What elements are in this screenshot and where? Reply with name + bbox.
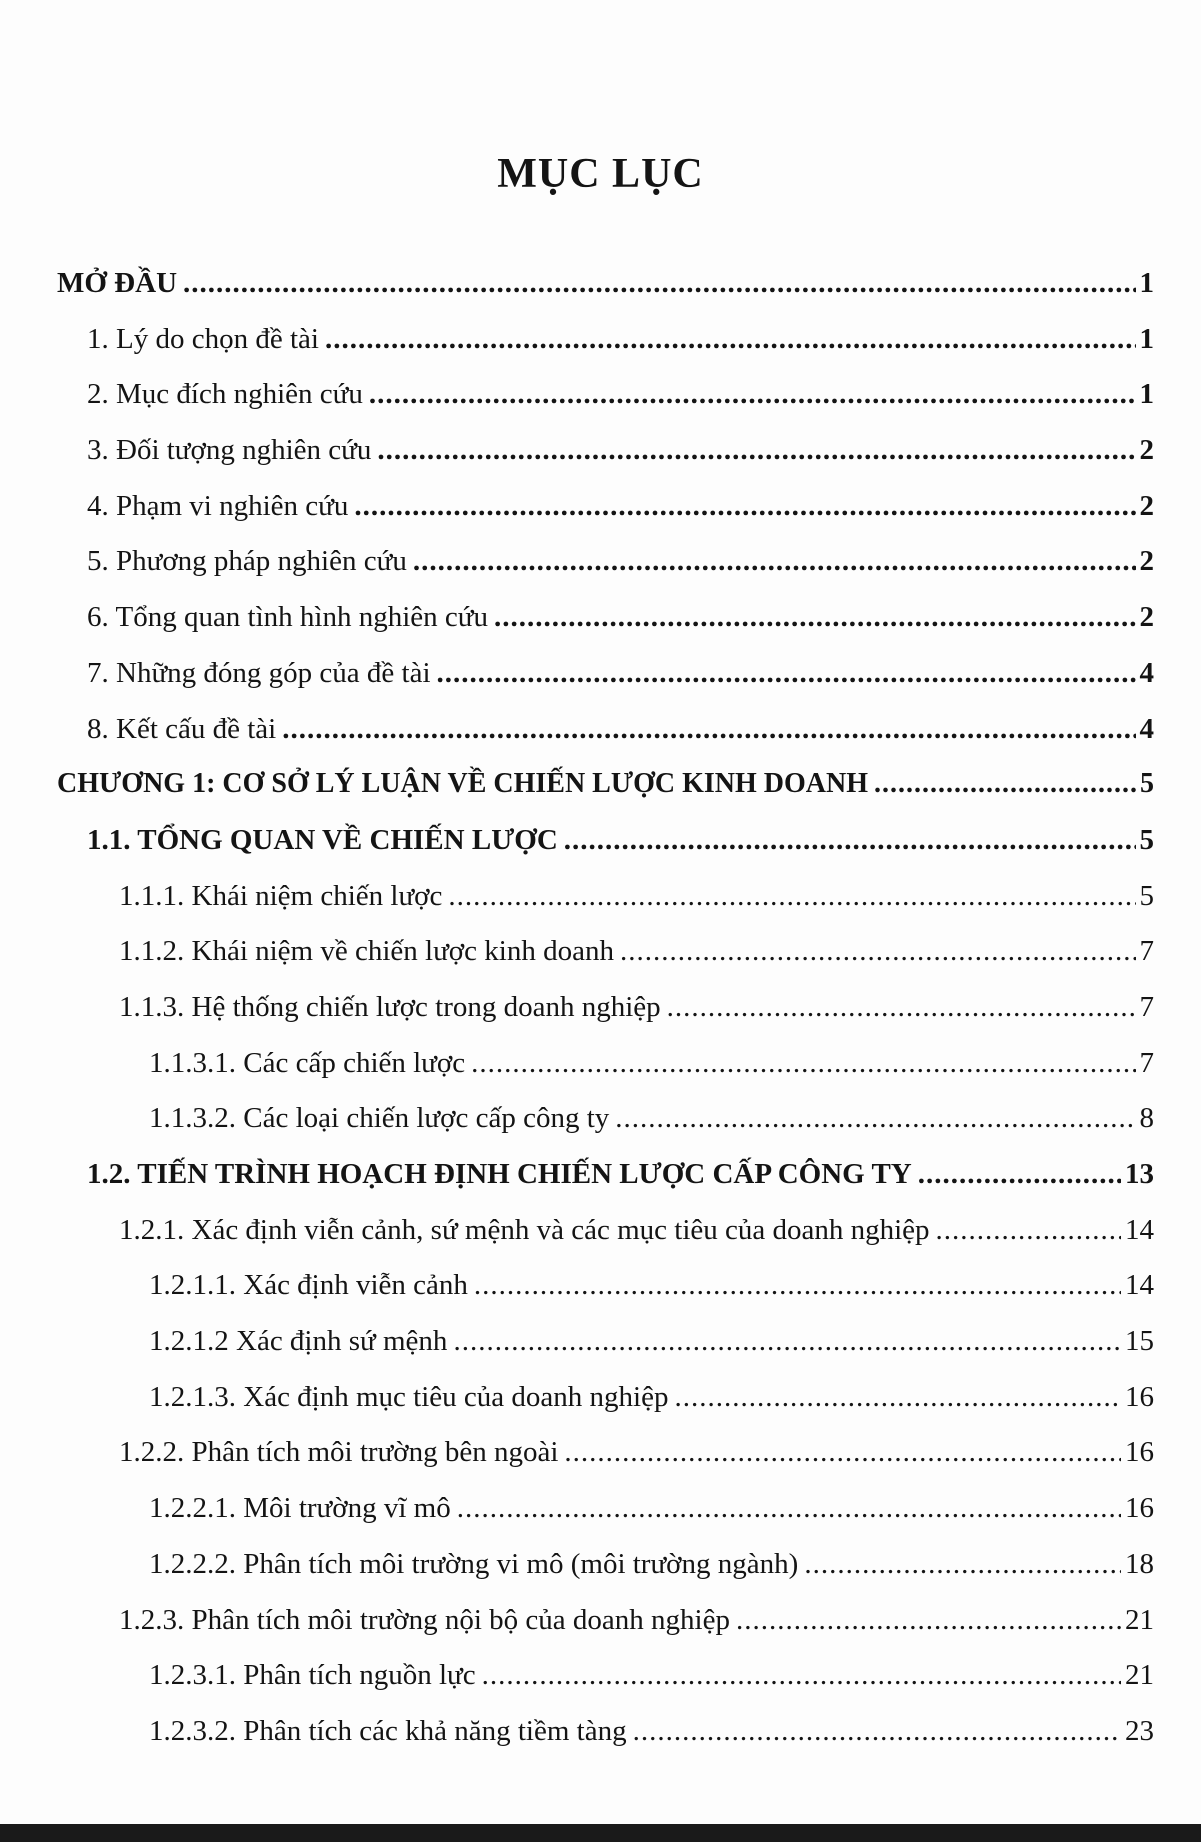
toc-entry-label: 1.2.3. Phân tích môi trường nội bộ của doanh nghiệp — [119, 1603, 730, 1636]
toc-entry-page: 21 — [1125, 1659, 1154, 1692]
bottom-border — [0, 1824, 1201, 1842]
toc-entry[interactable] — [57, 1093, 1154, 1149]
toc-dot-leader — [615, 1093, 1135, 1143]
toc-entry-page: 15 — [1125, 1325, 1154, 1358]
toc-entry-label: 1.1.1. Khái niệm chiến lược — [119, 879, 443, 912]
toc-entry[interactable] — [57, 1595, 1154, 1651]
toc-entry-label: 1.1.3.2. Các loại chiến lược cấp công ty — [149, 1102, 610, 1135]
toc-entry-page: 2 — [1139, 545, 1154, 578]
toc-entry-label: 4. Phạm vi nghiên cứu — [87, 489, 349, 522]
toc-entry-page: 8 — [1139, 1102, 1154, 1135]
toc-entry-page: 16 — [1125, 1380, 1154, 1413]
toc-entry-label: 1.2.1. Xác định viễn cảnh, sứ mệnh và các mục tiêu của doanh nghiệp — [119, 1213, 930, 1246]
toc-entry-label: 1. Lý do chọn đề tài — [87, 322, 319, 355]
toc-dot-leader — [564, 1427, 1121, 1477]
toc-dot-leader — [448, 871, 1135, 921]
toc-dot-leader — [471, 1038, 1135, 1088]
toc-entry-label: 3. Đối tượng nghiên cứu — [87, 434, 372, 467]
toc-entry[interactable] — [57, 1483, 1154, 1539]
toc-dot-leader — [183, 258, 1135, 308]
toc-entry-page: 5 — [1140, 768, 1154, 800]
toc-entry[interactable] — [57, 258, 1154, 314]
toc-entry[interactable] — [57, 1260, 1154, 1316]
toc-entry-label: 8. Kết cấu đề tài — [87, 712, 277, 745]
toc-entry-page: 7 — [1139, 935, 1154, 968]
toc-dot-leader — [413, 536, 1136, 586]
toc-entry[interactable] — [57, 592, 1154, 648]
toc-section-entry[interactable] — [57, 1149, 1154, 1205]
toc-dot-leader — [354, 481, 1135, 531]
toc-entry-label: 1.1.3. Hệ thống chiến lược trong doanh nghiệp — [119, 990, 661, 1023]
toc-entry-label: 1.2.1.1. Xác định viễn cảnh — [149, 1269, 468, 1302]
toc-entry[interactable] — [57, 1650, 1154, 1706]
toc-entry-label: 1.2.1.2 Xác định sứ mệnh — [149, 1325, 448, 1358]
toc-entry[interactable] — [57, 314, 1154, 370]
toc-entry[interactable] — [57, 1539, 1154, 1595]
toc-dot-leader — [633, 1706, 1121, 1756]
toc-entry-label: 1.1.2. Khái niệm về chiến lược kinh doanh — [119, 935, 614, 968]
toc-dot-leader — [457, 1483, 1121, 1533]
toc-dot-leader — [736, 1595, 1121, 1645]
toc-entry-label: 5. Phương pháp nghiên cứu — [87, 545, 407, 578]
toc-entry[interactable] — [57, 1372, 1154, 1428]
toc-entry-page: 21 — [1125, 1603, 1154, 1636]
toc-dot-leader — [282, 704, 1135, 754]
toc-entry-page: 7 — [1139, 1046, 1154, 1079]
toc-entry-label: 1.2.2. Phân tích môi trường bên ngoài — [119, 1436, 559, 1469]
toc-entry[interactable] — [57, 648, 1154, 704]
toc-dot-leader — [325, 314, 1136, 364]
toc-entry-page: 23 — [1125, 1714, 1154, 1747]
toc-entry-label: 1.2.2.1. Môi trường vĩ mô — [149, 1492, 451, 1525]
page-title: MỤC LỤC — [497, 151, 704, 197]
toc-entry[interactable] — [57, 871, 1154, 927]
toc-entry-page: 1 — [1139, 378, 1154, 411]
toc-entry-label: 1.1. TỔNG QUAN VỀ CHIẾN LƯỢC — [87, 823, 558, 856]
table-of-contents — [57, 258, 1154, 1762]
toc-dot-leader — [667, 982, 1136, 1032]
toc-entry[interactable] — [57, 926, 1154, 982]
toc-entry-label: 1.2.2.2. Phân tích môi trường vi mô (môi trường ngành) — [149, 1547, 799, 1580]
toc-chapter-entry[interactable] — [57, 759, 1154, 815]
toc-dot-leader — [674, 1372, 1121, 1422]
toc-entry-label: CHƯƠNG 1: CƠ SỞ LÝ LUẬN VỀ CHIẾN LƯỢC KINH DOANH — [57, 768, 869, 800]
toc-dot-leader — [874, 759, 1136, 809]
toc-entry-page: 14 — [1125, 1269, 1154, 1302]
toc-entry[interactable] — [57, 704, 1154, 760]
toc-entry[interactable] — [57, 536, 1154, 592]
toc-entry-page: 16 — [1125, 1436, 1154, 1469]
toc-dot-leader — [482, 1650, 1121, 1700]
toc-dot-leader — [564, 815, 1136, 865]
toc-dot-leader — [620, 926, 1136, 976]
toc-entry-label: 1.2.3.1. Phân tích nguồn lực — [149, 1659, 476, 1692]
toc-entry-page: 14 — [1125, 1213, 1154, 1246]
toc-entry[interactable] — [57, 1316, 1154, 1372]
toc-entry-page: 2 — [1139, 601, 1154, 634]
toc-dot-leader — [474, 1260, 1121, 1310]
toc-entry[interactable] — [57, 1038, 1154, 1094]
toc-entry-page: 4 — [1139, 712, 1154, 745]
toc-entry-page: 18 — [1125, 1547, 1154, 1580]
toc-entry[interactable] — [57, 982, 1154, 1038]
toc-entry-label: 7. Những đóng góp của đề tài — [87, 656, 431, 689]
toc-entry-page: 5 — [1139, 823, 1154, 856]
toc-entry-page: 1 — [1139, 322, 1154, 355]
toc-entry[interactable] — [57, 1427, 1154, 1483]
toc-entry[interactable] — [57, 481, 1154, 537]
toc-entry-label: 1.2.3.2. Phân tích các khả năng tiềm tàng — [149, 1714, 627, 1747]
toc-entry-label: 1.1.3.1. Các cấp chiến lược — [149, 1046, 466, 1079]
toc-entry-label: 6. Tổng quan tình hình nghiên cứu — [87, 601, 489, 634]
toc-dot-leader — [936, 1205, 1121, 1255]
toc-entry[interactable] — [57, 369, 1154, 425]
toc-entry[interactable] — [57, 1205, 1154, 1261]
toc-entry-page: 1 — [1139, 267, 1154, 299]
toc-entry-label: 1.2.1.3. Xác định mục tiêu của doanh nghiệp — [149, 1380, 669, 1413]
toc-entry-page: 2 — [1139, 489, 1154, 522]
toc-dot-leader — [918, 1149, 1121, 1199]
toc-dot-leader — [437, 648, 1136, 698]
toc-dot-leader — [369, 369, 1136, 419]
toc-entry-label: 1.2. TIẾN TRÌNH HOẠCH ĐỊNH CHIẾN LƯỢC CẤP CÔNG TY — [87, 1158, 912, 1190]
toc-entry-page: 5 — [1139, 879, 1154, 912]
toc-entry-page: 7 — [1139, 990, 1154, 1023]
toc-section-entry[interactable] — [57, 815, 1154, 871]
toc-dot-leader — [377, 425, 1135, 475]
toc-dot-leader — [494, 592, 1135, 642]
toc-dot-leader — [804, 1539, 1121, 1589]
toc-entry[interactable] — [57, 1706, 1154, 1762]
toc-dot-leader — [453, 1316, 1121, 1366]
toc-entry-page: 4 — [1139, 656, 1154, 689]
toc-entry-page: 16 — [1125, 1492, 1154, 1525]
toc-entry-label: MỞ ĐẦU — [57, 267, 178, 299]
toc-entry-page: 13 — [1125, 1158, 1154, 1190]
toc-entry[interactable] — [57, 425, 1154, 481]
toc-entry-page: 2 — [1139, 434, 1154, 467]
toc-entry-label: 2. Mục đích nghiên cứu — [87, 378, 363, 411]
